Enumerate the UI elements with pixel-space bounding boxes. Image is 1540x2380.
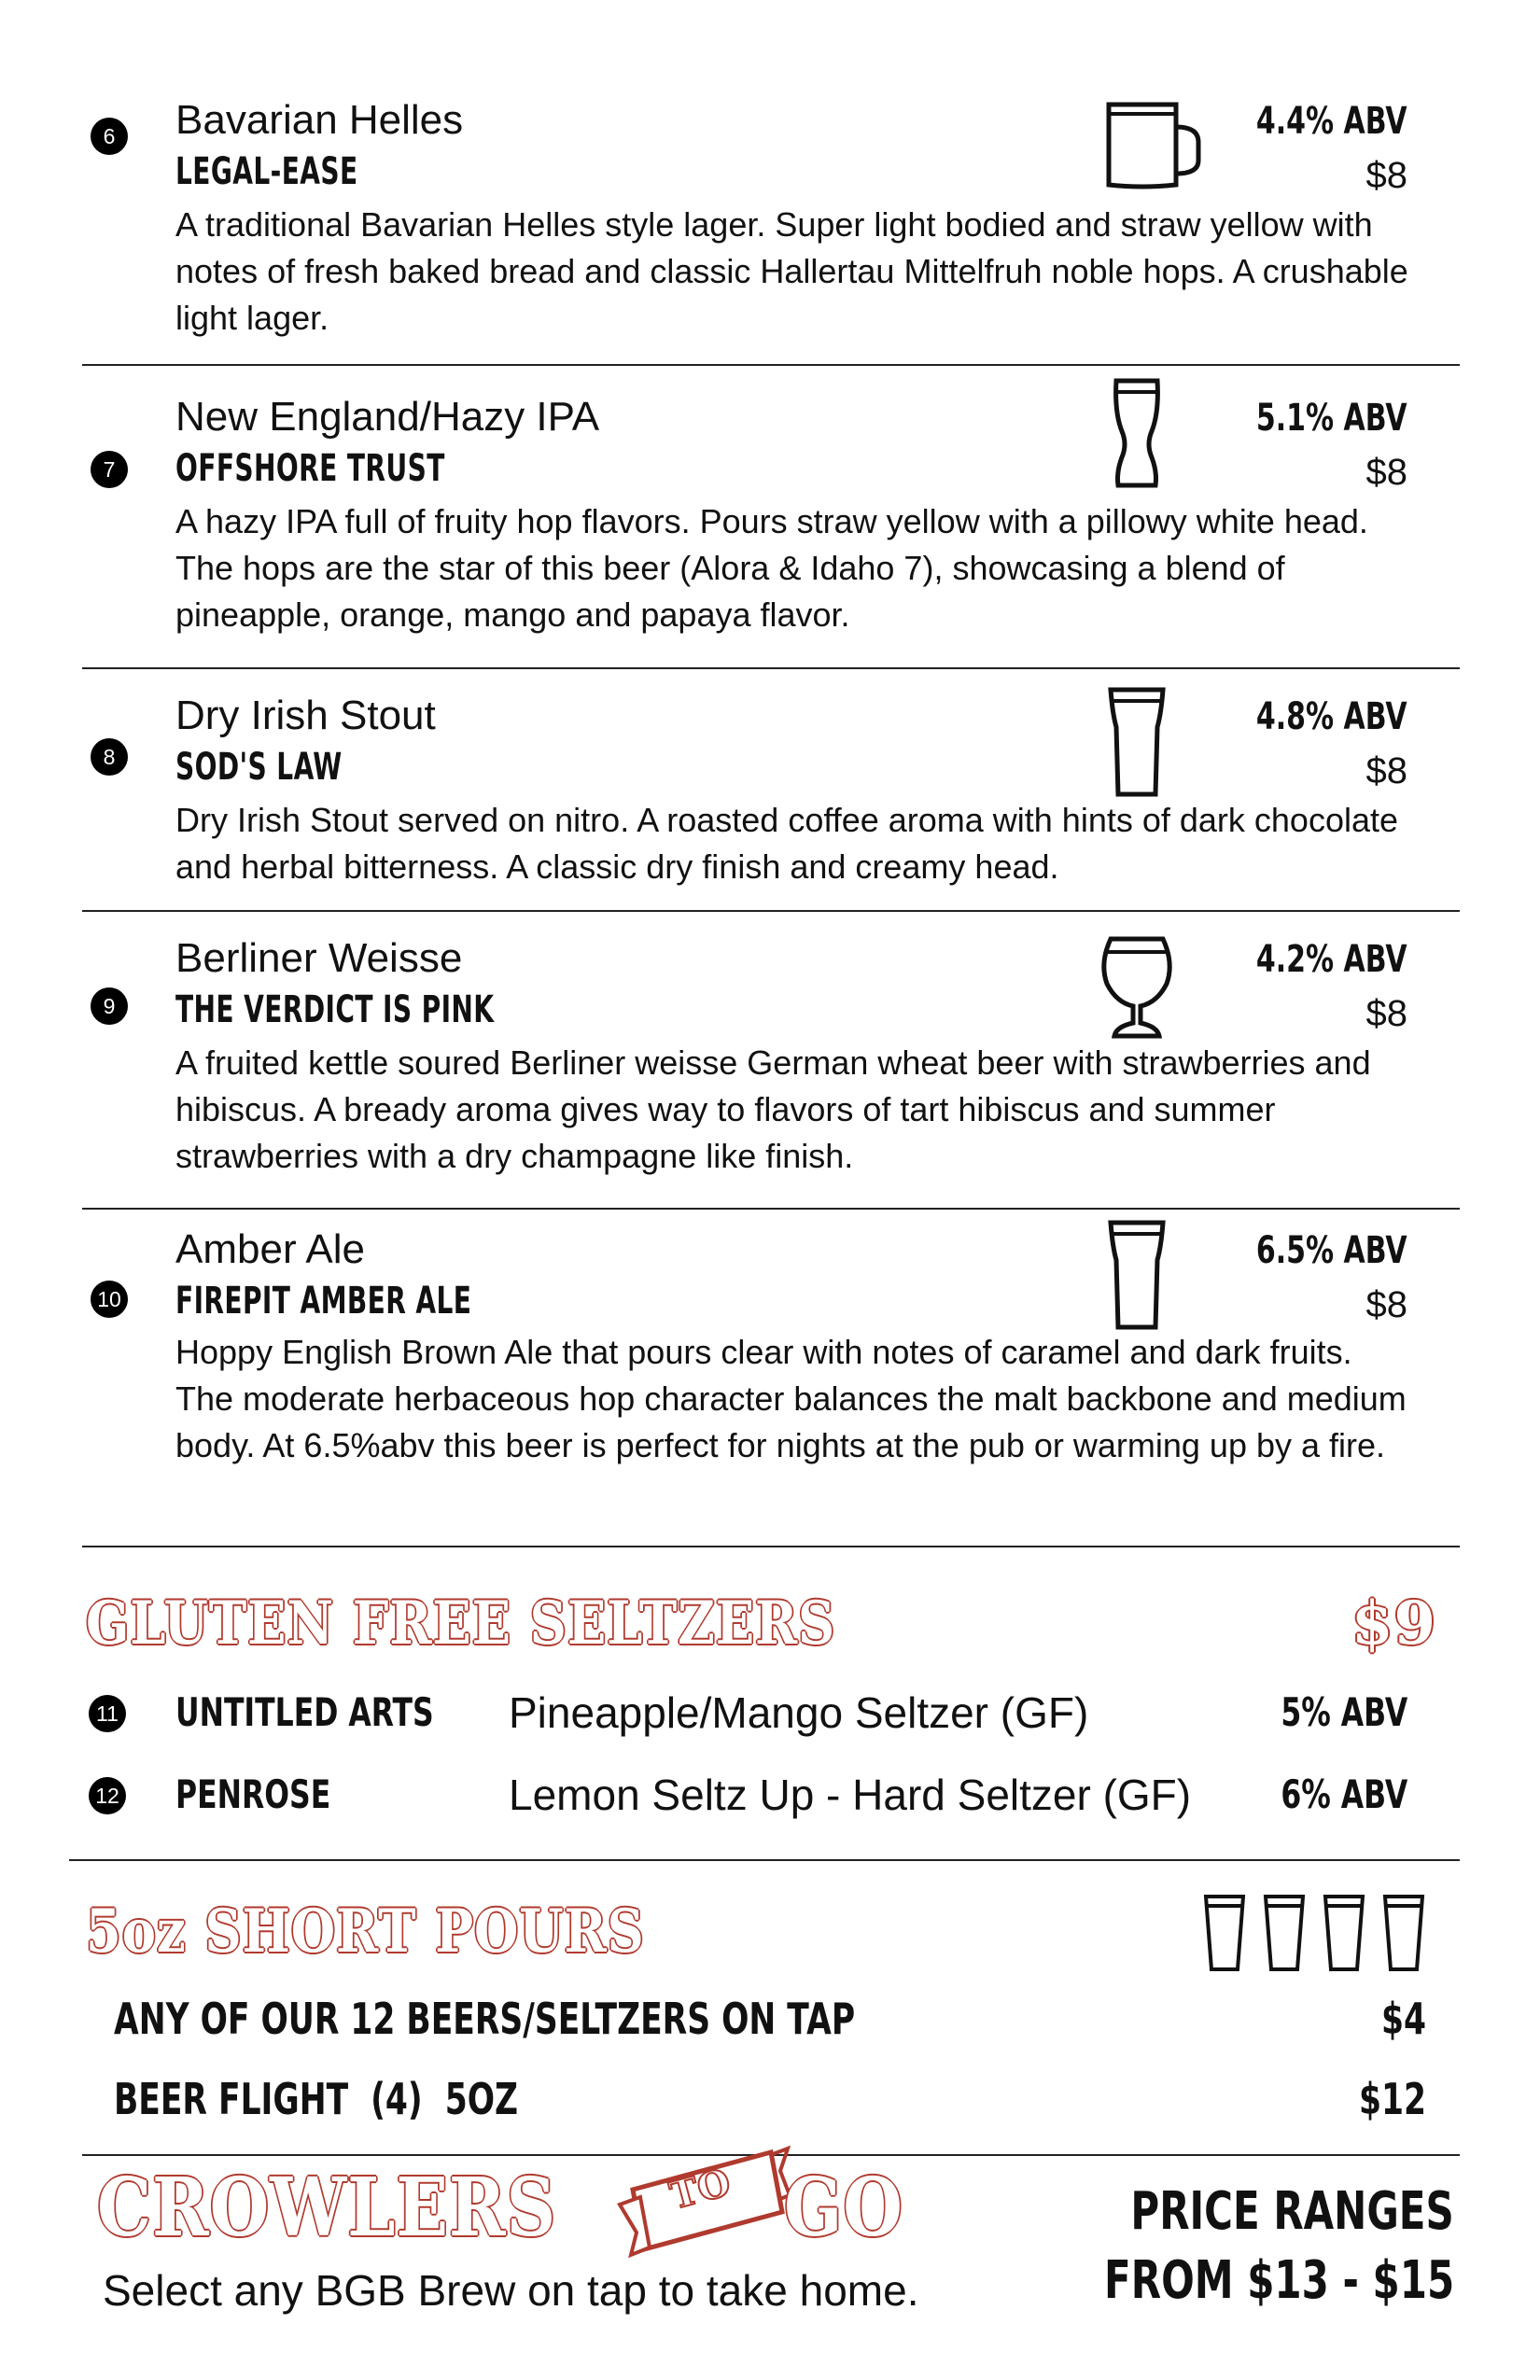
- divider: [82, 910, 1460, 912]
- tap-number-badge: 6: [91, 118, 128, 155]
- divider: [82, 364, 1460, 366]
- beer-description: A hazy IPA full of fruity hop flavors. Pours straw yellow with a pillowy white head. The hops are the star of this beer (Alora & Idaho 7), showcasing a blend of pineapple, orange, mango and papaya flavor.: [175, 502, 1368, 634]
- abv-label: 5.1% ABV: [1256, 397, 1407, 440]
- crowlers-subtitle: Select any BGB Brew on tap to take home.: [103, 2266, 919, 2315]
- seltzer-abv: 5% ABV: [1281, 1689, 1407, 1735]
- beer-style: Berliner Weisse: [175, 935, 463, 981]
- short-pour-label: ANY OF OUR 12 BEERS/SELTZERS ON TAP: [114, 1994, 856, 2044]
- beer-style: Dry Irish Stout: [175, 693, 436, 738]
- tap-number-badge: 7: [91, 451, 128, 488]
- abv-label: 4.4% ABV: [1256, 100, 1407, 143]
- crowler-price-range-values: FROM $13 - $15: [1103, 2250, 1454, 2311]
- abv-label: 4.8% ABV: [1256, 695, 1407, 738]
- seltzers-price: $9: [1351, 1589, 1437, 1659]
- tap-number-badge: 11: [89, 1695, 126, 1732]
- beer-description: Dry Irish Stout served on nitro. A roasted coffee aroma with hints of dark chocolate and herbal bitterness. A classic dry finish and creamy head.: [175, 801, 1399, 886]
- tap-number-badge: 10: [91, 1281, 128, 1318]
- flight-label: BEER FLIGHT (4) 5OZ: [114, 2074, 519, 2124]
- divider: [82, 667, 1460, 669]
- divider: [69, 1859, 1460, 1861]
- beer-name: LEGAL-EASE: [175, 150, 358, 193]
- beer-description: A fruited kettle soured Berliner weisse German wheat beer with strawberries and hibiscus. A bready aroma gives way to flavors of tart hibiscus and summer strawberries with a dry champagne like finish.: [175, 1043, 1371, 1175]
- seltzer-brand: UNTITLED ARTS: [175, 1689, 434, 1735]
- beer-description: A traditional Bavarian Helles style lager. Super light bodied and straw yellow with notes of fresh baked bread and classic Hallertau Mittelfruh noble hops. A crushable light lager.: [175, 205, 1408, 337]
- divider: [82, 1208, 1460, 1210]
- mug-icon: [1099, 101, 1204, 190]
- abv-label: 6.5% ABV: [1256, 1229, 1407, 1272]
- seltzer-description: Pineapple/Mango Seltzer (GF): [509, 1688, 1089, 1737]
- beer-name: OFFSHORE TRUST: [175, 447, 445, 490]
- tap-number-badge: 8: [91, 738, 128, 776]
- to-banner-text: TO: [665, 2160, 735, 2219]
- flight-glasses-icon: [1202, 1893, 1435, 1973]
- price-label: $8: [1365, 993, 1407, 1034]
- ipa-glass-icon: [1109, 375, 1165, 491]
- beer-name: SOD'S LAW: [175, 746, 343, 789]
- flight-price: $12: [1358, 2074, 1426, 2124]
- beer-style: Amber Ale: [175, 1226, 365, 1272]
- pint-glass-icon: [1105, 1219, 1169, 1331]
- beer-description: Hoppy English Brown Ale that pours clear with notes of caramel and dark fruits. The moderate herbaceous hop character balances the malt backbone and medium body. At 6.5%abv this beer is perfect for nights at the pub or warming up by a fire.: [175, 1333, 1407, 1464]
- short-pour-price: $4: [1380, 1994, 1426, 2044]
- beer-style: Bavarian Helles: [175, 97, 464, 143]
- tap-number-badge: 9: [91, 987, 128, 1025]
- beer-name: THE VERDICT IS PINK: [175, 988, 495, 1031]
- section-title-short-pours: 5oz SHORT POURS: [86, 1897, 645, 1967]
- abv-label: 4.2% ABV: [1256, 938, 1407, 981]
- crowlers-title-go: GO: [784, 2161, 903, 2255]
- seltzer-brand: PENROSE: [175, 1771, 331, 1817]
- seltzer-abv: 6% ABV: [1281, 1771, 1407, 1817]
- section-title-seltzers: GLUTEN FREE SELTZERS: [86, 1589, 836, 1659]
- crowlers-title: CROWLERS: [97, 2161, 557, 2255]
- crowler-price-ranges: PRICE RANGES: [1130, 2181, 1454, 2242]
- price-label: $8: [1365, 750, 1407, 791]
- price-label: $8: [1365, 155, 1407, 196]
- seltzer-description: Lemon Seltz Up - Hard Seltzer (GF): [509, 1771, 1192, 1819]
- price-label: $8: [1365, 1284, 1407, 1325]
- beer-name: FIREPIT AMBER ALE: [175, 1280, 472, 1323]
- beer-style: New England/Hazy IPA: [175, 394, 600, 440]
- goblet-glass-icon: [1098, 933, 1176, 1042]
- price-label: $8: [1365, 452, 1407, 493]
- tap-number-badge: 12: [89, 1777, 126, 1814]
- pint-glass-icon: [1105, 686, 1169, 798]
- divider: [82, 1546, 1460, 1547]
